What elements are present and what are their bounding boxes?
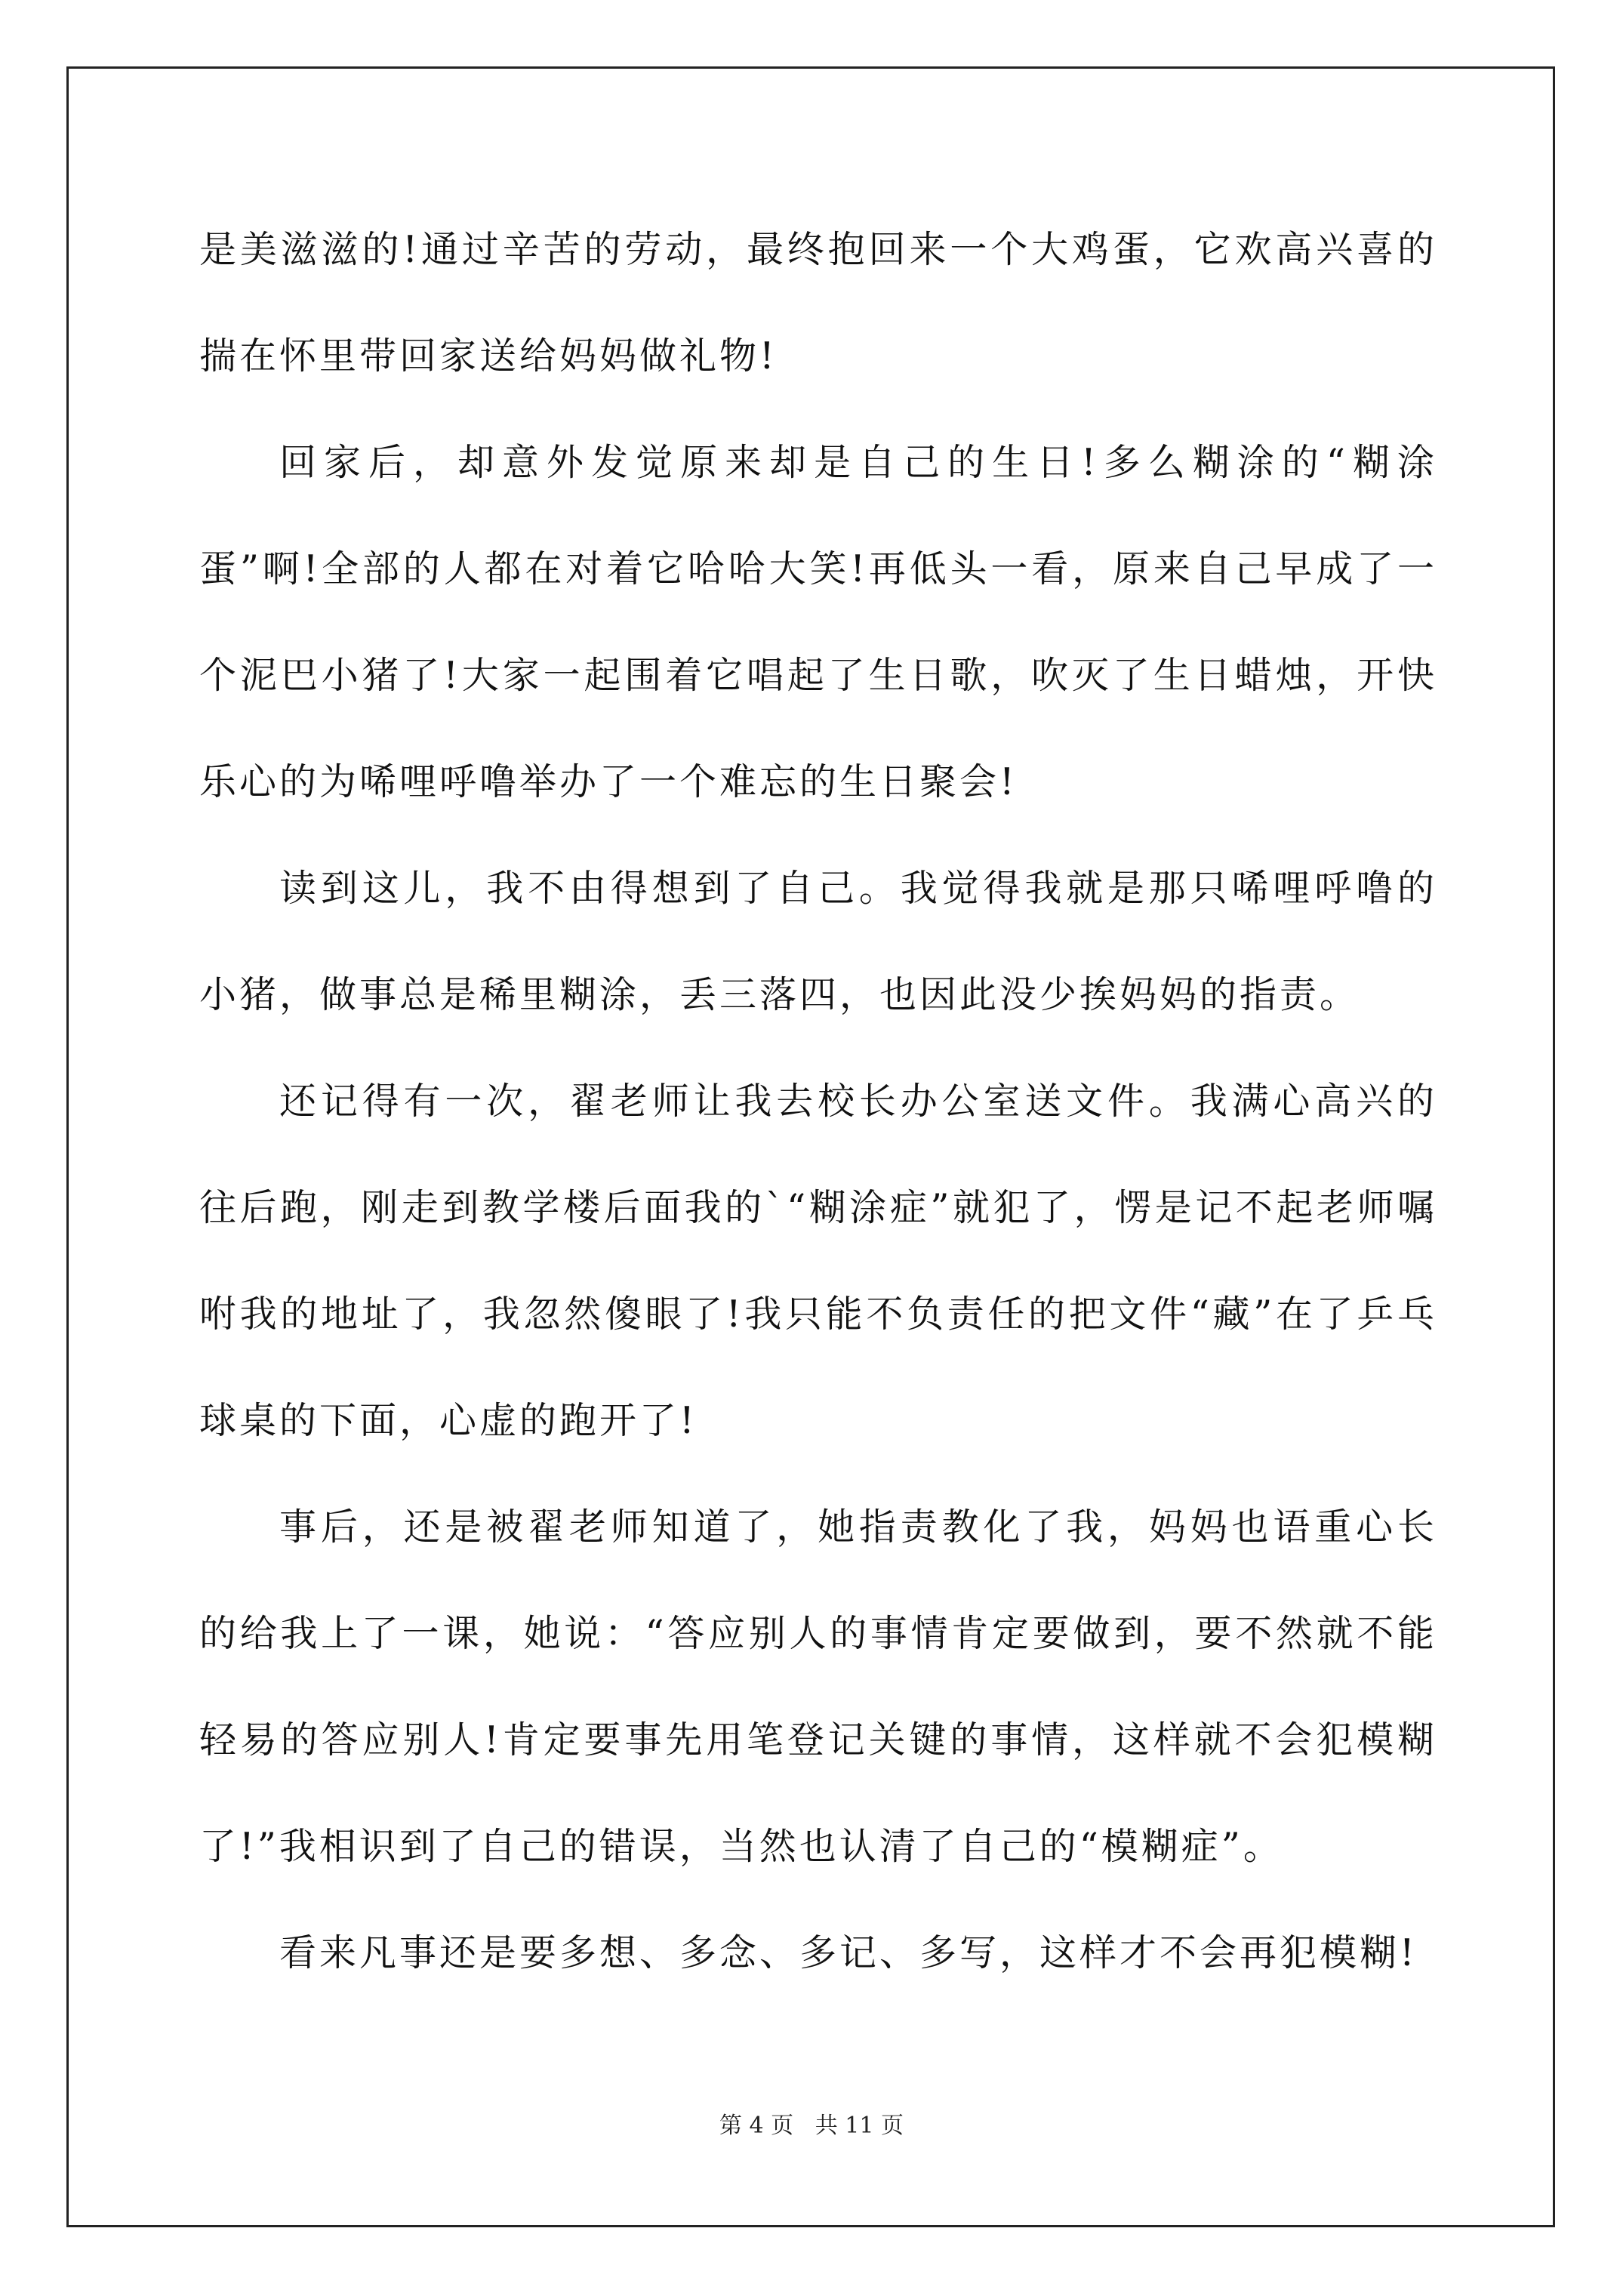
paragraph: 读到这儿，我不由得想到了自己。我觉得我就是那只唏哩呼噜的小猪，做事总是稀里糊涂，丢三落四，也因此没少挨妈妈的指责。 [199, 867, 1437, 1016]
paragraph: 回家后，却意外发觉原来却是自己的生日!多么糊涂的“糊涂蛋”啊!全部的人都在对着它哈哈大笑!再低头一看，原来自己早成了一个泥巴小猪了!大家一起围着它唱起了生日歌，吹灭了生日蜡烛，开快乐心的为唏哩呼噜举办了一个难忘的生日聚会! [199, 441, 1437, 803]
document-body [199, 196, 1437, 2006]
paragraph: 是美滋滋的!通过辛苦的劳动，最终抱回来一个大鸡蛋，它欢高兴喜的揣在怀里带回家送给妈妈做礼物! [199, 228, 1437, 378]
paragraph: 还记得有一次，翟老师让我去校长办公室送文件。我满心高兴的往后跑，刚走到教学楼后面我的`“糊涂症”就犯了，愣是记不起老师嘱咐我的地址了，我忽然傻眼了!我只能不负责任的把文件“藏”在了乒乓球桌的下面，心虚的跑开了! [199, 1080, 1437, 1442]
paragraph: 事后，还是被翟老师知道了，她指责教化了我，妈妈也语重心长的给我上了一课，她说：“答应别人的事情肯定要做到，要不然就不能轻易的答应别人!肯定要事先用笔登记关键的事情，这样就不会犯模糊了!”我相识到了自己的错误，当然也认清了自己的“模糊症”。 [199, 1505, 1437, 1868]
paragraph: 看来凡事还是要多想、多念、多记、多写，这样才不会再犯模糊! [279, 1931, 1418, 1974]
page-number-footer: 第 4 页 共 11 页 [719, 2113, 904, 2139]
